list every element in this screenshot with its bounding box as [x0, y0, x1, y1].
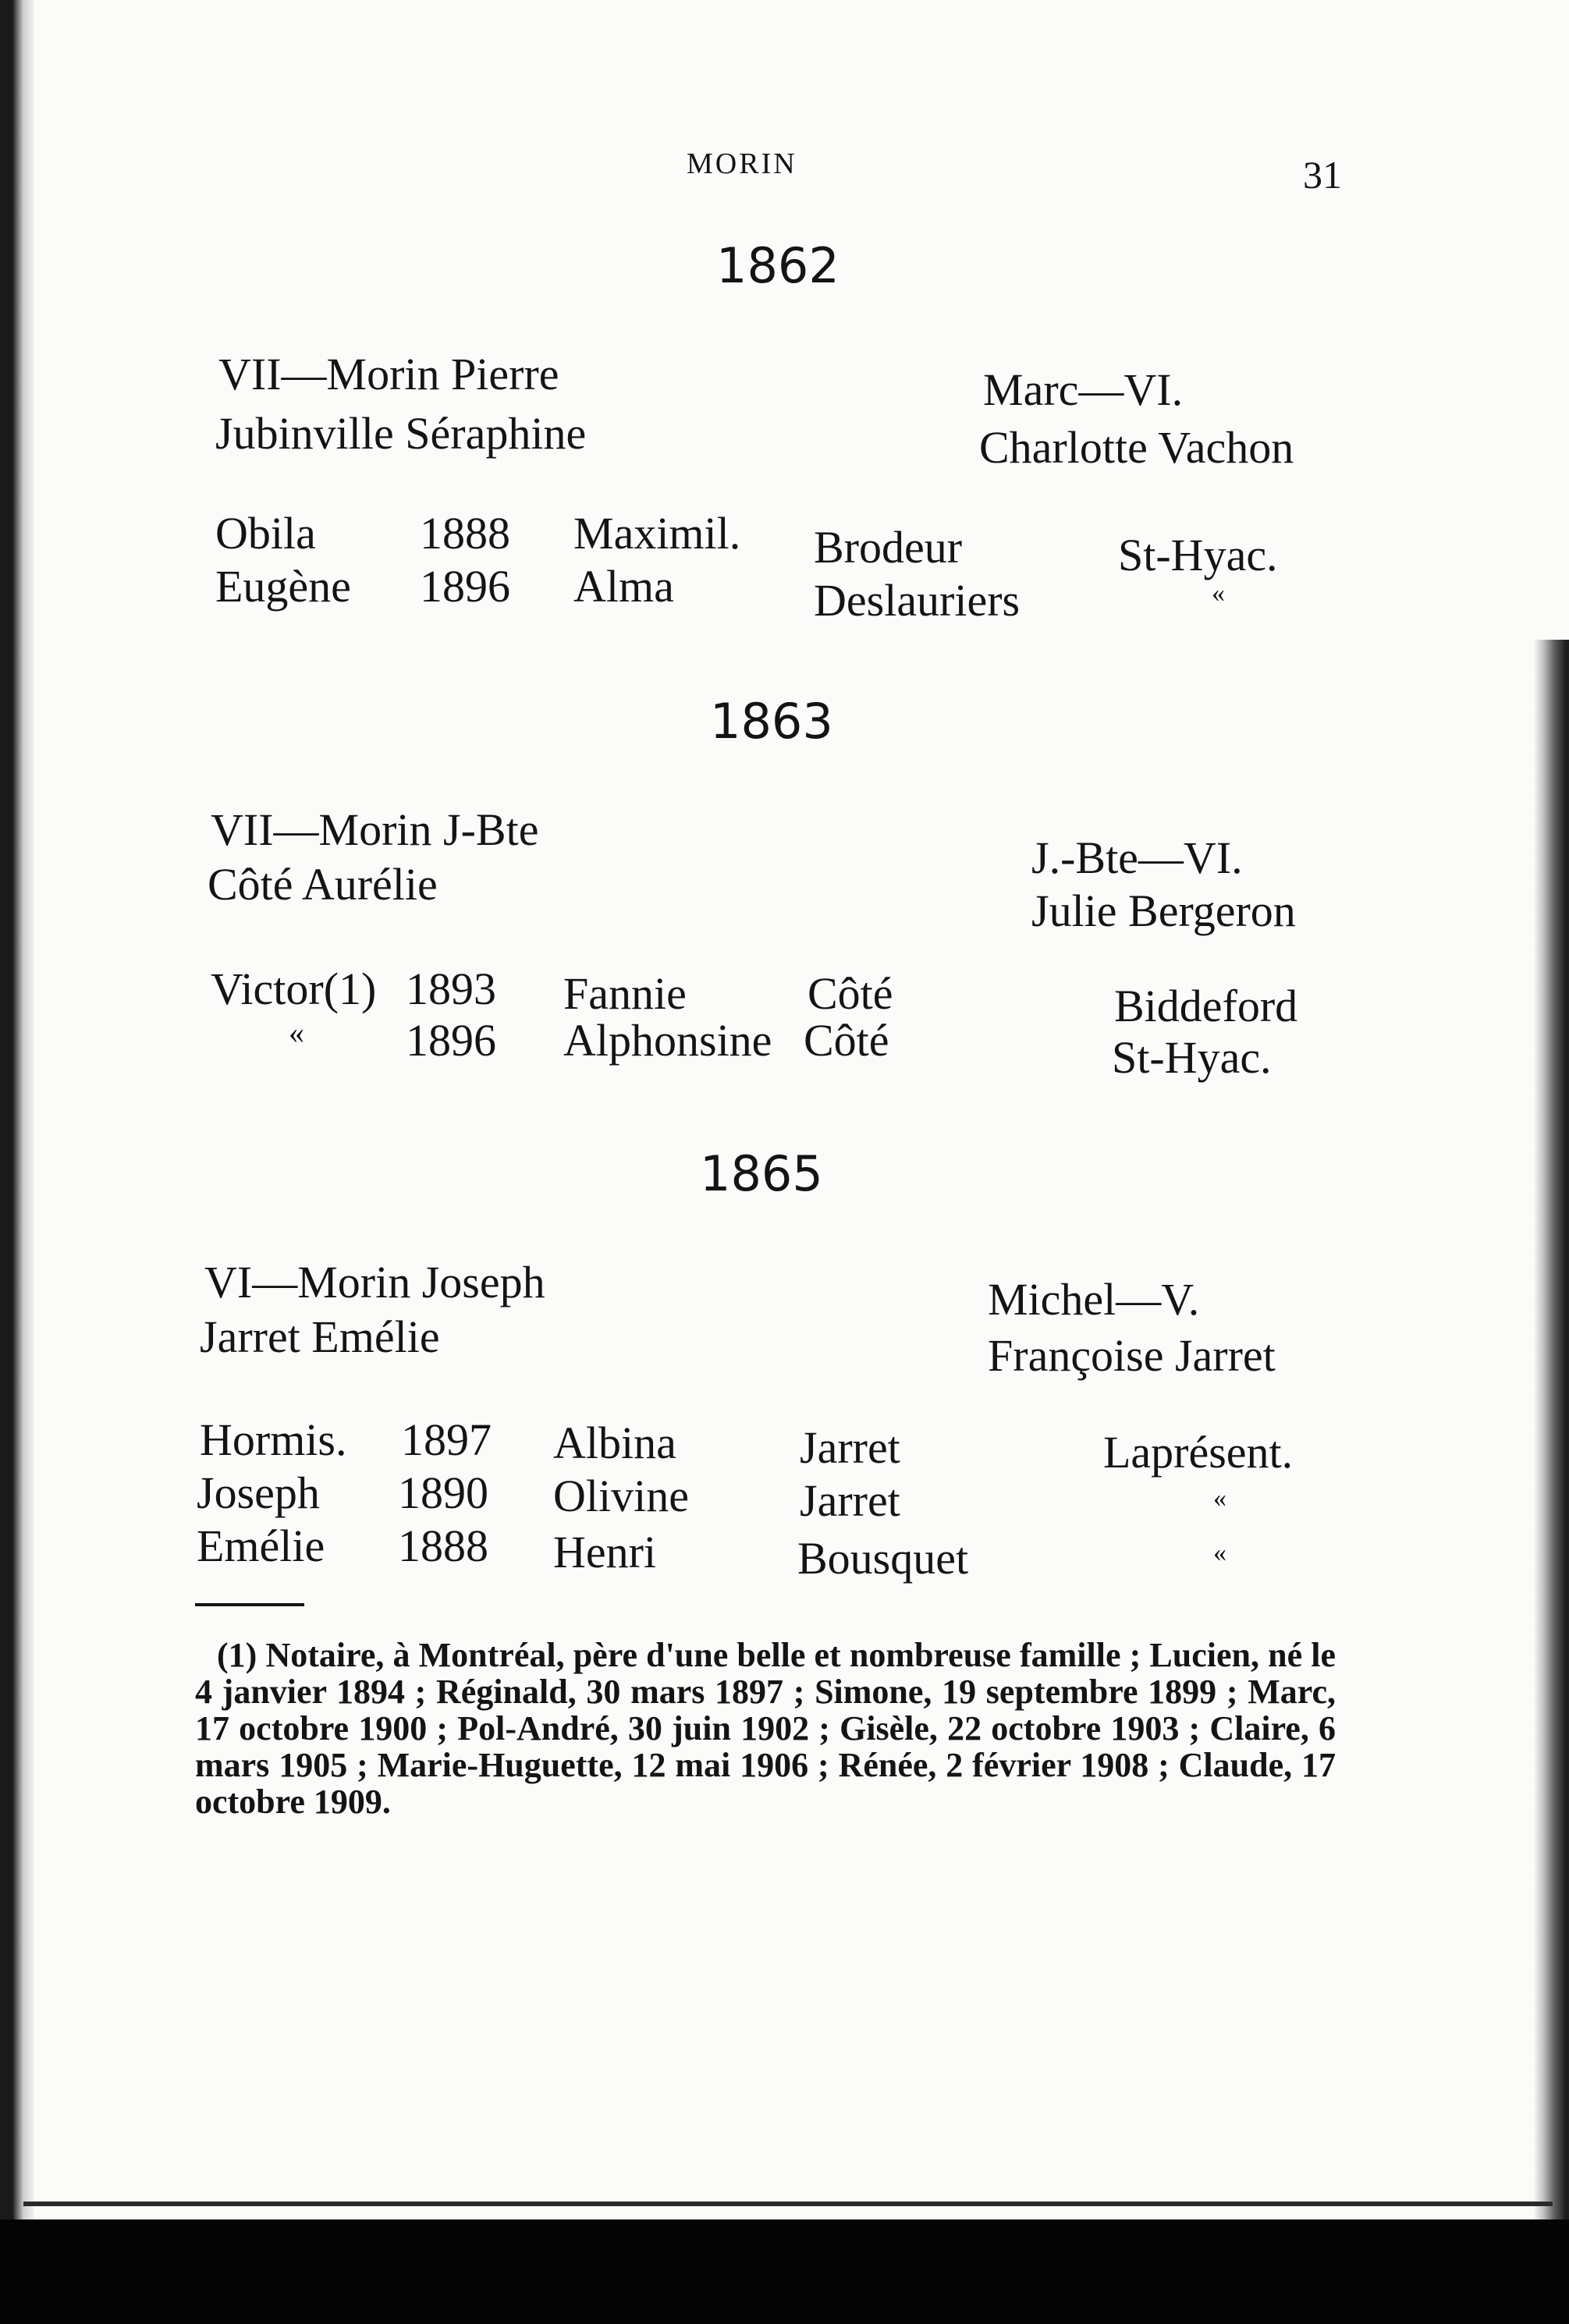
scan-bottom-band — [0, 2219, 1569, 2324]
child-name: Eugène — [215, 561, 351, 612]
parents-mother: Julie Bergeron — [1031, 885, 1296, 936]
page-number: 31 — [1303, 153, 1342, 197]
child-marriage-year: 1896 — [406, 1015, 496, 1066]
wife-name: Côté Aurélie — [208, 859, 438, 910]
husband-name: VII—Morin Pierre — [218, 349, 559, 399]
spouse-first-name: Albina — [553, 1417, 676, 1468]
parents-mother: Françoise Jarret — [988, 1330, 1276, 1381]
child-name: Obila — [215, 508, 316, 559]
spouse-last-name: Côté — [804, 1015, 889, 1066]
spouse-first-name: Henri — [553, 1527, 657, 1577]
spouse-last-name: Bousquet — [797, 1533, 969, 1584]
parents-father: Marc—VI. — [983, 364, 1184, 415]
ditto-mark: « — [1213, 1484, 1226, 1513]
ditto-mark: « — [1212, 579, 1225, 608]
running-header: MORIN — [687, 147, 797, 180]
marriage-place: St-Hyac. — [1118, 530, 1278, 580]
footnote-text: (1) Notaire, à Montréal, père d'une belle et nombreuse famille ; Lucien, né le 4 janvier 1894 ; Réginald, 30 mars 1897 ; Simone, 19 septembre 1899 ; Marc, 17 octobre 1900 ; Pol-André, 30 juin 1902 ; Gisèle, 22 octobre 1903 ; Claire, 6 mars 1905 ; Marie-Huguette, 12 mai 1906 ; Rénée, 2 février 1908 ; Claude, 17 octobre 1909. — [195, 1636, 1336, 1821]
section-year: 1865 — [700, 1145, 823, 1202]
wife-name: Jubinville Séraphine — [215, 408, 587, 459]
spouse-first-name: Alphonsine — [563, 1015, 772, 1066]
section-year: 1863 — [710, 693, 833, 750]
spouse-first-name: Fannie — [563, 968, 687, 1019]
scan-bottom-rule — [23, 2202, 1553, 2206]
child-marriage-year: 1897 — [401, 1414, 492, 1465]
parents-father: J.-Bte—VI. — [1031, 832, 1243, 883]
footnote-separator — [195, 1603, 304, 1606]
marriage-place: Biddeford — [1114, 981, 1298, 1031]
child-marriage-year: 1890 — [398, 1467, 488, 1518]
parents-mother: Charlotte Vachon — [979, 422, 1294, 473]
husband-name: VII—Morin J-Bte — [211, 804, 539, 855]
child-name: Victor(1) — [211, 963, 377, 1014]
marriage-place: Laprésent. — [1103, 1427, 1294, 1478]
child-name: Hormis. — [200, 1414, 347, 1465]
husband-name: VI—Morin Joseph — [204, 1257, 545, 1307]
parents-father: Michel—V. — [988, 1274, 1200, 1325]
footnote — [195, 1637, 1336, 1820]
child-name: Emélie — [197, 1520, 325, 1571]
ditto-mark: « — [289, 1015, 304, 1050]
spouse-first-name: Olivine — [553, 1471, 689, 1521]
child-marriage-year: 1893 — [406, 963, 496, 1014]
spouse-last-name: Deslauriers — [814, 575, 1021, 626]
marriage-place: St-Hyac. — [1112, 1032, 1272, 1083]
spouse-last-name: Jarret — [800, 1475, 900, 1526]
section-year: 1862 — [716, 237, 840, 294]
ditto-mark: « — [1213, 1538, 1226, 1567]
scan-left-edge — [0, 0, 34, 2219]
spouse-last-name: Jarret — [800, 1422, 900, 1473]
wife-name: Jarret Emélie — [200, 1311, 440, 1362]
child-marriage-year: 1888 — [398, 1520, 488, 1571]
child-marriage-year: 1888 — [420, 508, 510, 559]
spouse-last-name: Côté — [808, 968, 893, 1019]
spouse-first-name: Maximil. — [573, 508, 741, 559]
spouse-first-name: Alma — [573, 561, 674, 612]
scan-right-edge — [1535, 640, 1569, 2247]
spouse-last-name: Brodeur — [814, 522, 963, 573]
child-marriage-year: 1896 — [420, 561, 510, 612]
child-name: Joseph — [197, 1467, 320, 1518]
